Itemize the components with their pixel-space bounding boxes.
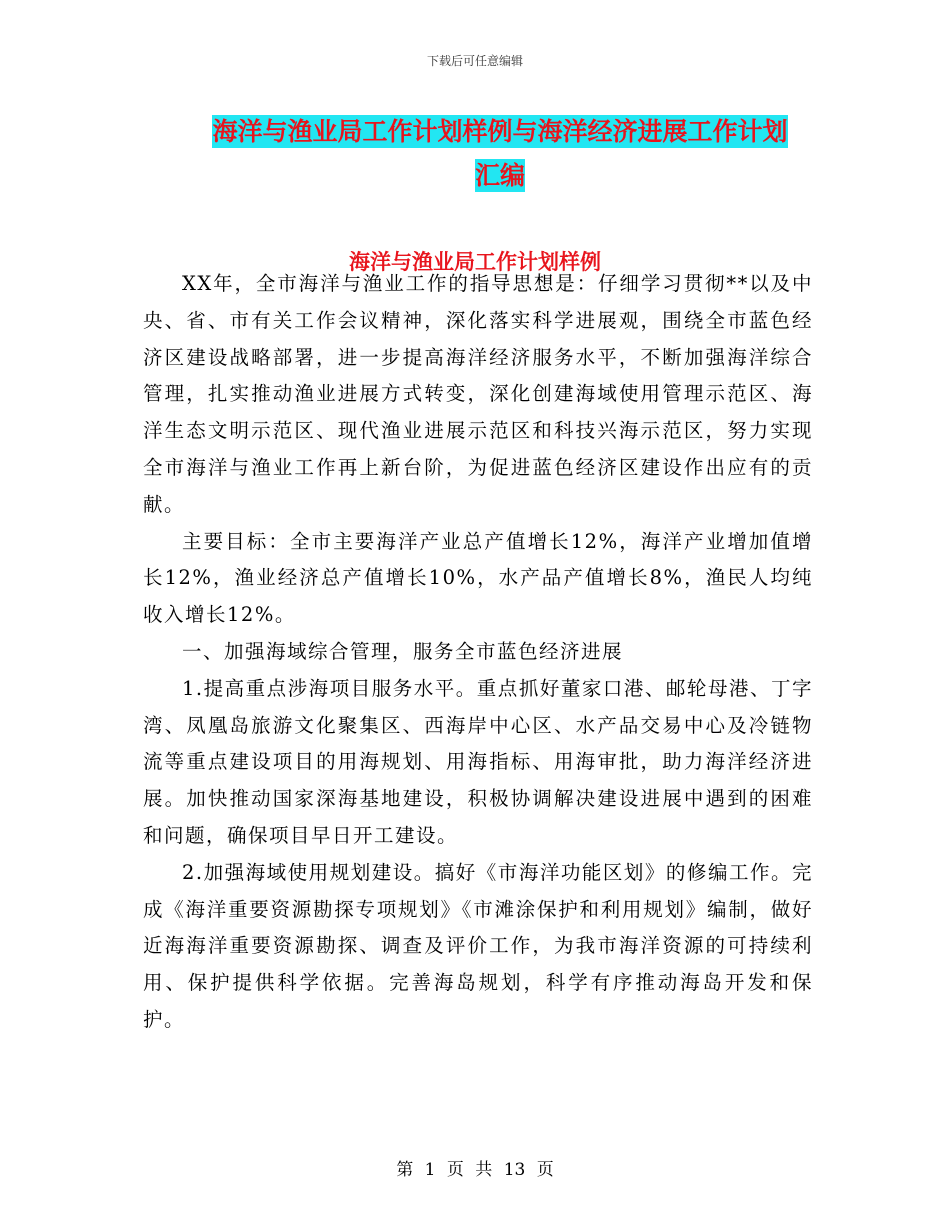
header-note: 下载后可任意编辑 — [426, 54, 523, 68]
paragraph: 1.提高重点涉海项目服务水平。重点抓好董家口港、邮轮母港、丁字湾、凤凰岛旅游文化聚集区、西海岸中心区、水产品交易中心及冷链物流等重点建设项目的用海规划、用海指标、用海审批，助力海洋经济进展。加快推动国家深海基地建设，积极协调解决建设进展中遇到的困难和问题，确保项目早日开工建设。 — [143, 676, 813, 847]
document-body — [143, 266, 813, 1039]
paragraph: 主要目标：全市主要海洋产业总产值增长12%，海洋产业增加值增长12%，渔业经济总产值增长10%，水产品产值增长8%，渔民人均纯收入增长12%。 — [143, 529, 813, 627]
title-line-2: 汇编 — [474, 161, 525, 190]
section-title: 海洋与渔业局工作计划样例 — [349, 250, 601, 274]
document-title — [150, 110, 850, 198]
paragraph: 2.加强海域使用规划建设。搞好《市海洋功能区划》的修编工作。完成《海洋重要资源勘探专项规划》《市滩涂保护和利用规划》编制，做好近海海洋重要资源勘探、调查及评价工作，为我市海洋资源的可持续利用、保护提供科学依据。完善海岛规划，科学有序推动海岛开发和保护。 — [143, 860, 813, 1031]
title-line-1: 海洋与渔业局工作计划样例与海洋经济进展工作计划 — [212, 117, 788, 146]
page-footer: 第 1 页 共 13 页 — [396, 1160, 554, 1180]
paragraph: 一、加强海域综合管理，服务全市蓝色经济进展 — [182, 639, 624, 663]
paragraph: XX年，全市海洋与渔业工作的指导思想是：仔细学习贯彻**以及中央、省、市有关工作会议精神，深化落实科学进展观，围绕全市蓝色经济区建设战略部署，进一步提高海洋经济服务水平，不断加强海洋综合管理，扎实推动渔业进展方式转变，深化创建海域使用管理示范区、海洋生态文明示范区、现代渔业进展示范区和科技兴海示范区，努力实现全市海洋与渔业工作再上新台阶，为促进蓝色经济区建设作出应有的贡献。 — [143, 272, 813, 516]
